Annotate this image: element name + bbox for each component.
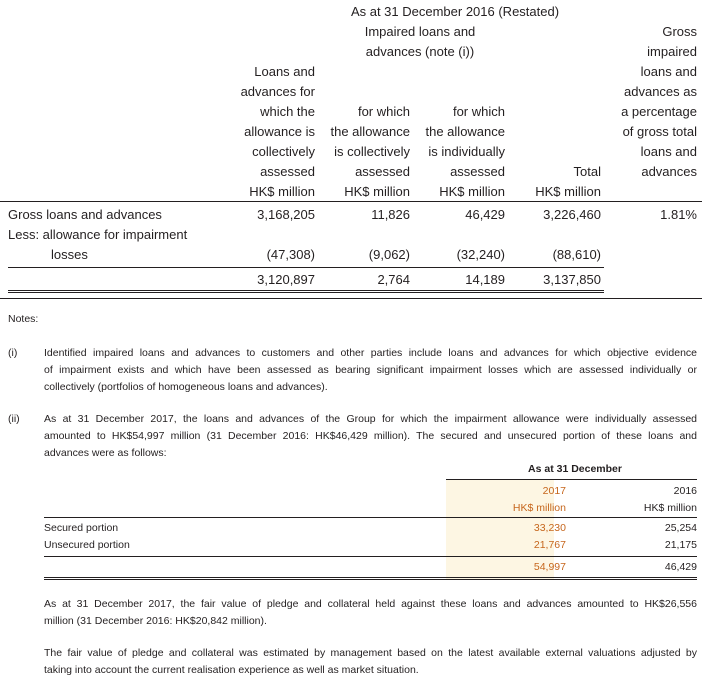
table-cell: (9,062) [368, 247, 410, 262]
col-impaired-collective-header: for which the allowance is collectively assessed HK$ million [330, 104, 410, 199]
table1-bottom-rule [0, 298, 702, 299]
table-cell: 2,764 [377, 272, 410, 287]
table2-total-2016: 46,429 [664, 561, 697, 573]
table2-row-secured-label: Secured portion [44, 522, 119, 534]
table-cell: 21,175 [664, 539, 697, 551]
valuation-paragraph: The fair value of pledge and collateral was estimated by management based on the latest available external valuations adjusted by taking into account the current realisation experience as well as market situation. [44, 647, 697, 676]
table2-banner-rule [446, 479, 697, 480]
table2-col-2017-header: 2017 HK$ million [512, 485, 566, 514]
table1-header-rule [0, 201, 702, 202]
col-impaired-individual-header: for which the allowance is individually assessed HK$ million [425, 104, 505, 199]
table2-total-2017: 54,997 [533, 561, 566, 573]
table2-banner: As at 31 December [528, 463, 622, 475]
col-total-header: Total HK$ million [535, 164, 601, 199]
note2-marker: (ii) [8, 413, 20, 425]
row-allowance-label: Less: allowance for impairment [8, 227, 188, 242]
note2-text: As at 31 December 2017, the loans and advances of the Group for which the impairment allowance were individually assessed amounted to HK$54,997 million (31 December 2016: HK$46,429 million). The secured and unsecured portion of these loans and advances were as follows: [44, 413, 697, 459]
table-cell: 25,254 [664, 522, 697, 534]
table-cell: (32,240) [456, 247, 505, 262]
table-cell: (88,610) [552, 247, 601, 262]
table-cell: 3,168,205 [257, 207, 315, 222]
table-cell: 14,189 [465, 272, 505, 287]
table2-subtotal-rule [44, 556, 697, 557]
note1-text: Identified impaired loans and advances to customers and other parties include loans and advances for which objective evidence of impairment exists and which have been assessed as bearing significant impairment losses which are assessed individually or collectively (portfolios of homogeneous loans and advances). [44, 347, 697, 393]
table-cell: 11,826 [371, 207, 410, 222]
table2-row-unsecured-label: Unsecured portion [44, 539, 130, 551]
table1-total-rule [8, 290, 604, 293]
table-cell: 3,226,460 [543, 207, 601, 222]
table2-total-rule [44, 577, 697, 580]
table-cell: 21,767 [533, 539, 566, 551]
table-cell: 3,137,850 [543, 272, 601, 287]
table2-header-rule [44, 517, 697, 518]
row-allowance-label-cont: losses [51, 247, 88, 262]
col-percentage-header: Gross impaired loans and advances as a percentage of gross total loans and advances [621, 24, 697, 179]
table-cell: 46,429 [465, 207, 505, 222]
table1-subtotal-rule [8, 267, 604, 268]
table2-col-2016-header: 2016 HK$ million [643, 485, 697, 514]
collateral-paragraph: As at 31 December 2017, the fair value of pledge and collateral held against these loans and advances amounted to HK$26,556 million (31 December 2016: HK$20,842 million). [44, 598, 697, 627]
col-collective-header: Loans and advances for which the allowance is collectively assessed HK$ million [240, 64, 315, 199]
table-cell: 1.81% [660, 207, 697, 222]
table1-banner: As at 31 December 2016 (Restated) [350, 4, 560, 19]
note1-marker: (i) [8, 347, 18, 359]
row-gross-label: Gross loans and advances [8, 207, 162, 222]
notes-heading: Notes: [8, 313, 39, 325]
table-cell: 3,120,897 [257, 272, 315, 287]
impaired-group-header: Impaired loans and advances (note (i)) [364, 24, 476, 59]
table-cell: (47,308) [266, 247, 315, 262]
table-cell: 33,230 [533, 522, 566, 534]
